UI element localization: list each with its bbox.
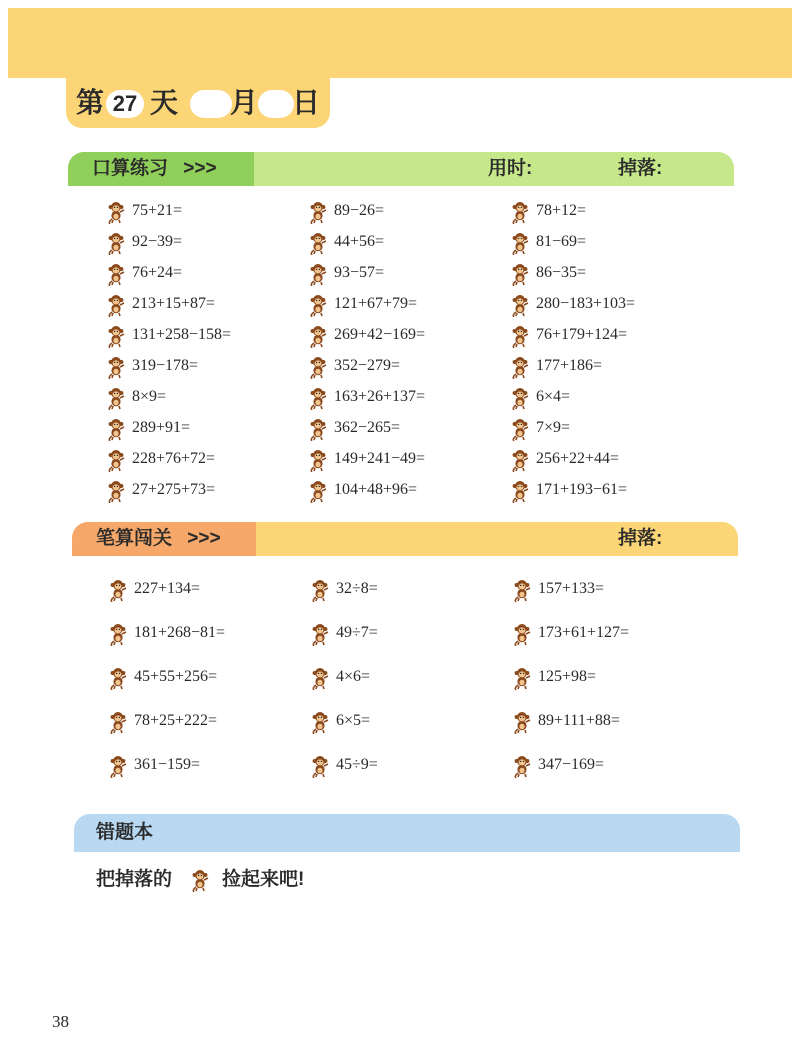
problem-expression: 27+275+73= <box>132 481 216 498</box>
problem-expression: 78+12= <box>536 202 587 219</box>
monkey-icon <box>308 200 328 224</box>
problem-expression: 76+24= <box>132 264 183 281</box>
problem-expression: 213+15+87= <box>132 295 216 312</box>
problem-expression: 7×9= <box>536 419 571 436</box>
problem-expression: 76+179+124= <box>536 326 628 343</box>
monkey-icon <box>510 293 530 317</box>
monkey-icon <box>510 479 530 503</box>
monkey-icon <box>510 417 530 441</box>
monkey-icon <box>106 417 126 441</box>
monkey-icon <box>510 386 530 410</box>
problem-expression: 81−69= <box>536 233 587 250</box>
monkey-icon <box>308 448 328 472</box>
problem-expression: 171+193−61= <box>536 481 628 498</box>
monkey-icon <box>510 231 530 255</box>
problem-expression: 6×4= <box>536 388 571 405</box>
monkey-icon <box>106 324 126 348</box>
problem-expression: 362−265= <box>334 419 401 436</box>
problem-expression: 361−159= <box>134 756 201 773</box>
problem-expression: 45+55+256= <box>134 668 218 685</box>
monkey-icon <box>106 231 126 255</box>
monkey-icon <box>308 293 328 317</box>
monkey-icon <box>310 578 330 602</box>
monkey-icon <box>308 417 328 441</box>
oral-dropped-label: 掉落: <box>618 158 663 179</box>
monkey-icon <box>106 355 126 379</box>
monkey-icon <box>106 386 126 410</box>
pickup-text-after: 捡起来吧! <box>222 869 305 890</box>
monkey-icon <box>108 622 128 646</box>
problem-expression: 181+268−81= <box>134 624 226 641</box>
problem-expression: 319−178= <box>132 357 199 374</box>
problem-expression: 75+21= <box>132 202 183 219</box>
problem-expression: 352−279= <box>334 357 401 374</box>
problem-expression: 289+91= <box>132 419 191 436</box>
monkey-icon <box>510 262 530 286</box>
monkey-icon <box>512 578 532 602</box>
problem-expression: 92−39= <box>132 233 183 250</box>
month-label: 月 <box>230 87 259 118</box>
monkey-icon <box>106 448 126 472</box>
monkey-icon <box>308 355 328 379</box>
monkey-icon <box>510 200 530 224</box>
monkey-icon <box>310 666 330 690</box>
monkey-icon <box>106 293 126 317</box>
problem-expression: 4×6= <box>336 668 371 685</box>
problem-expression: 228+76+72= <box>132 450 216 467</box>
monkey-icon <box>512 710 532 734</box>
monkey-icon <box>308 262 328 286</box>
problem-expression: 86−35= <box>536 264 587 281</box>
mistake-book-header <box>74 814 740 852</box>
problem-expression: 269+42−169= <box>334 326 426 343</box>
monkey-icon <box>510 324 530 348</box>
problem-expression: 8×9= <box>132 388 167 405</box>
problem-expression: 78+25+222= <box>134 712 218 729</box>
day-number: 27 <box>106 90 144 118</box>
monkey-icon <box>510 448 530 472</box>
problem-expression: 45÷9= <box>336 756 378 773</box>
written-section-title-tab <box>72 522 256 556</box>
day-prefix: 第 <box>76 87 105 118</box>
date-label: 日 <box>292 87 321 118</box>
monkey-icon <box>512 622 532 646</box>
day-suffix: 天 <box>150 87 179 118</box>
problem-expression: 177+186= <box>536 357 603 374</box>
problem-expression: 6×5= <box>336 712 371 729</box>
problem-expression: 44+56= <box>334 233 385 250</box>
problem-expression: 93−57= <box>334 264 385 281</box>
written-section-header <box>72 522 738 556</box>
monkey-icon <box>512 666 532 690</box>
oral-section-header <box>68 152 734 186</box>
written-section-title: 笔算闯关 <box>96 528 173 549</box>
monkey-icon <box>308 386 328 410</box>
written-section-arrows: >>> <box>187 528 221 549</box>
day-header <box>66 78 330 128</box>
problem-expression: 49÷7= <box>336 624 378 641</box>
monkey-icon <box>308 324 328 348</box>
monkey-icon <box>108 666 128 690</box>
pickup-text-before: 把掉落的 <box>96 869 173 890</box>
problem-expression: 125+98= <box>538 668 597 685</box>
monkey-icon <box>106 479 126 503</box>
problem-expression: 163+26+137= <box>334 388 426 405</box>
problem-expression: 131+258−158= <box>132 326 232 343</box>
monkey-icon <box>310 622 330 646</box>
monkey-icon <box>190 868 210 892</box>
problem-expression: 149+241−49= <box>334 450 426 467</box>
oral-section-title: 口算练习 <box>92 158 169 179</box>
monkey-icon <box>308 231 328 255</box>
problem-expression: 89−26= <box>334 202 385 219</box>
oral-section-title-tab <box>68 152 254 186</box>
monkey-icon <box>106 262 126 286</box>
oral-section-arrows: >>> <box>183 158 217 179</box>
month-blank <box>190 90 232 118</box>
problem-expression: 347−169= <box>538 756 605 773</box>
monkey-icon <box>108 754 128 778</box>
monkey-icon <box>108 578 128 602</box>
problem-expression: 256+22+44= <box>536 450 620 467</box>
monkey-icon <box>310 710 330 734</box>
problem-expression: 173+61+127= <box>538 624 630 641</box>
monkey-icon <box>510 355 530 379</box>
monkey-icon <box>512 754 532 778</box>
monkey-icon <box>108 710 128 734</box>
top-color-band <box>8 8 792 78</box>
problem-expression: 280−183+103= <box>536 295 636 312</box>
page-number: 38 <box>52 1012 69 1031</box>
oral-time-label: 用时: <box>488 158 533 179</box>
problem-expression: 32÷8= <box>336 580 378 597</box>
written-dropped-label: 掉落: <box>618 528 663 549</box>
date-blank <box>258 90 294 118</box>
written-section-bar <box>256 522 738 556</box>
problem-expression: 121+67+79= <box>334 295 418 312</box>
problem-expression: 89+111+88= <box>538 712 620 729</box>
mistake-book-title: 错题本 <box>96 822 154 843</box>
monkey-icon <box>310 754 330 778</box>
problem-expression: 157+133= <box>538 580 605 597</box>
problem-expression: 227+134= <box>134 580 201 597</box>
monkey-icon <box>308 479 328 503</box>
problem-expression: 104+48+96= <box>334 481 418 498</box>
monkey-icon <box>106 200 126 224</box>
